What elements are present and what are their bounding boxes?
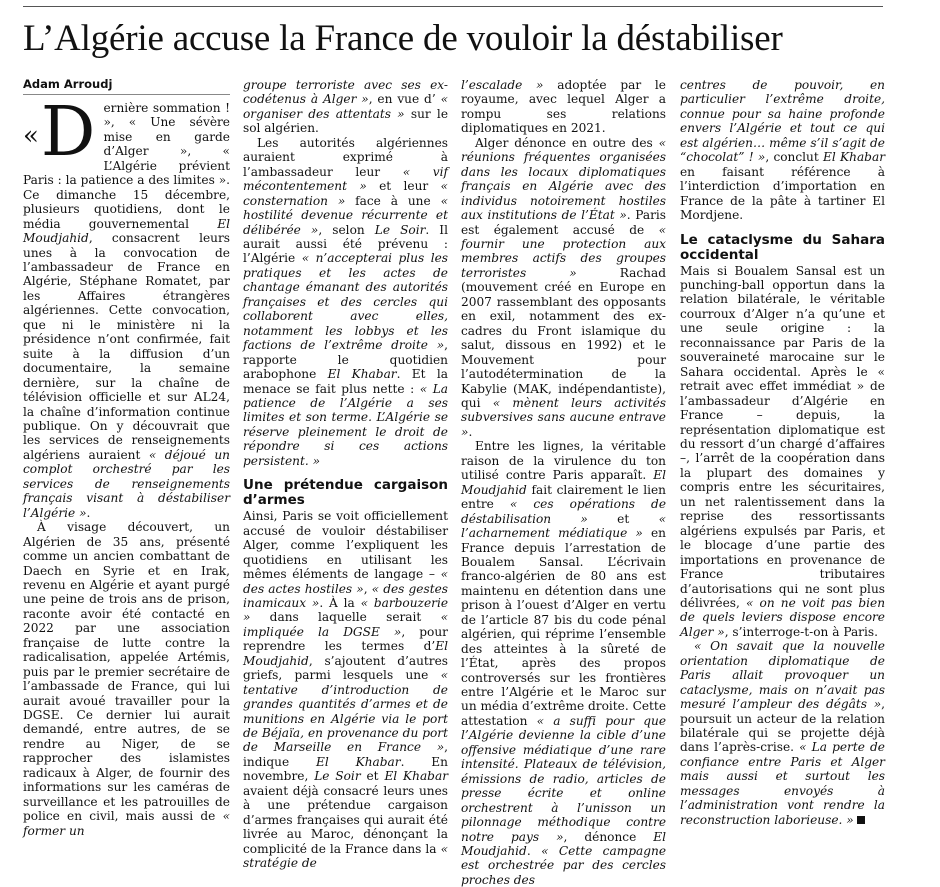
text: À visage découvert, un Algérien de 35 ans, présenté comme un ancien combattant de Daech en Syrie et en Irak, revenu en Algérie et ayant purgé une peine de trois ans de prison, raconte avoir été contacté en 2022 par une association française de lutte contre la radicalisation, appelée Artémis, puis par le premier secrétaire de l’ambassade de France, qui lui aurait avoué travailler pour la DGSE. Ce dernier lui aurait demandé, entre autres, de se rendre au Niger, de se rapprocher des islamistes radicaux à Alger, de fournir des informations sur les caméras de surveillance et les patrouilles de police en civil, mais aussi de [23, 520, 230, 824]
quote: « consternation » [243, 179, 448, 208]
text: , consacrent leurs unes à la convocation de l’ambassadeur de France en Algérie, Stéphane Romatet, par les Affaires étrangères algériennes. Cette convocation, que ni le ministère ni la présidence n’ont confirmée, fait suite à la diffusion d’un documentaire, la semaine dernière, sur la chaîne de télévision officielle et sur AL24, la chaîne d’information continue publique. On y découvrait que les services de renseignements algériens auraient [23, 231, 230, 462]
text: . [526, 844, 542, 859]
column-1 [23, 77, 230, 838]
quote: « La patience de l’Algérie a ses limites et son terme. L’Algérie se réserve pleinement le droit de répondre si ces actions persistent. » [243, 381, 449, 468]
quote: « déjoué un complot orchestré par les services de renseignements français visant à déstabiliser l’Algérie » [23, 447, 230, 520]
top-rule [23, 6, 883, 7]
quote: « La perte de confiance entre Paris et Alger mais aussi et surtout les messages envoyés à l’administration vont rendre la reconstruction laborieuse. » [680, 740, 885, 827]
paragraph [461, 78, 666, 136]
text: avaient déjà consacré leurs unes à une prétendue cargaison d’armes françaises qui aurait été livrée au Maroc, dénonçant la complicité de la France dans la [243, 783, 448, 856]
quote: groupe terroriste avec ses ex-codétenus à Alger » [243, 78, 448, 107]
quote: « On savait que la nouvelle orientation diplomatique de Paris allait provoquer un cataclysme, mais on n’avait pas mesuré l’ampleur des dégâts » [680, 639, 885, 712]
quote: « hostilité devenue récurrente et délibérée » [243, 193, 448, 237]
text: en France depuis l’arrestation de Boualem Sansal. L’écrivain franco-algérien de 80 ans est maintenu en détention dans une prison à l’ouest d’Alger en vertu de l’article 87 bis du code pénal algérien, qui réprime l’ensemble des atteintes à la sûreté de l’État, après des propos controversés sur les frontières entre l’Algérie et le Maroc sur un média d’extrême droite. Cette attestation [461, 526, 666, 728]
text: fait clairement le lien entre [461, 482, 666, 512]
byline: Adam Arroudj [23, 78, 230, 95]
quote: l’escalade » [461, 78, 544, 92]
quote: « impliquée la DGSE » [243, 610, 448, 639]
quote: « des gestes inamicaux » [243, 581, 448, 610]
text: . Paris est également accusé de [461, 208, 666, 237]
newspaper-name: El Moudjahid [243, 639, 448, 668]
paragraph [461, 439, 666, 887]
text: en faisant référence à l’interdiction d’importation en France de la pâte à tartiner El Mordjene. [680, 164, 885, 223]
text: . En novembre, [243, 754, 448, 784]
subheading: Une prétendue cargaison d’armes [243, 477, 448, 509]
newspaper-name: El Moudjahid [461, 829, 666, 859]
paragraph [243, 509, 448, 870]
text: sur le sol algérien. [243, 106, 449, 136]
text: . [86, 505, 91, 520]
quote: « l’acharnement médiatique » [461, 511, 666, 541]
newspaper-name: El Khabar [316, 754, 401, 769]
text: Mais si Boualem Sansal est un punching-ball opportun dans la relation bilatérale, le véritable courroux d’Alger n’a qu’une et une seule origine : la reconnaissance par Paris de la souveraineté marocaine sur le Sahara occidental. Après le « retrait avec effet immédiat » de l’ambassadeur d’Algérie en France – depuis, la représentation diplomatique est du ressort d’un chargé d’affaires –, l’arrêt de la coopération dans la plupart des domaines y compris entre les sécuritaires, un net ralentissement dans la reprise des ressortissants algériens expulsés par Paris, et le blocage d’une partie des importations en provenance de France tributaires d’autorisations qui ne sont plus délivrées, [680, 263, 885, 610]
quote: « former un [23, 809, 230, 838]
quote: « ces opérations de déstabilisation » [461, 497, 667, 526]
quote: centres de pouvoir, en particulier l’extrême droite, connue pour sa haine profonde envers l’Algérie et tout ce qui est algérien… même s’il s’agit de “chocolat” ! » [680, 78, 885, 165]
paragraph [680, 78, 885, 223]
quote: « fournir une protection aux membres actifs des groupes terroristes » [461, 222, 666, 280]
quote: « a suffi pour que l’Algérie devienne la cible d’une offensive médiatique d’une rare intensité. Plateaux de télévision, émissions de radio, articles de presse écrite et online orchestrent à l’unisson un pilonnage méthodique contre notre pays » [461, 713, 667, 844]
newspaper-name: Le Soir [314, 769, 361, 784]
newspaper-name: El Moudjahid [461, 468, 666, 497]
column-2 [243, 78, 449, 871]
text: . À la [319, 595, 361, 610]
text: , pour reprendre les termes d’ [243, 624, 448, 654]
quote: « stratégie de [243, 841, 448, 871]
newspaper-name: El Khabar [384, 769, 448, 784]
text: Ainsi, Paris se voit officiellement accusé de vouloir déstabiliser Alger, comme l’expliquent les quotidiens en utilisant les mêmes éléments de langage – [243, 509, 448, 582]
newspaper-name: El Moudjahid [23, 216, 230, 246]
article-headline: L’Algérie accuse la France de vouloir la déstabiliser [23, 18, 783, 59]
subheading: Le cataclysme du Sahara occidental [680, 231, 885, 263]
text: , conclut [765, 150, 824, 165]
drop-cap: D [40, 93, 96, 172]
text: Rachad (mouvement créé en Europe en 2007 rassemblant des opposants en exil, notamment des ex-cadres du Front islamique du salut, dissous en 1992) et le Mouvement pour l’autodétermination de la Kabylie (MAK, indépendantiste), qui [461, 265, 666, 410]
paragraph [680, 639, 885, 827]
column-3 [461, 78, 667, 887]
quote: « n’accepterai plus les pratiques et les actes de chantage émanant des autorités françaises et des cercles qui collaborent avec elles, notamment les lobbys et les factions de l’extrême droite » [243, 251, 448, 353]
quote: « organiser des attentats » [243, 92, 448, 121]
text: Alger dénonce en outre des [475, 135, 659, 150]
text: Les autorités algériennes auraient exprimé à l’ambassadeur leur [243, 135, 448, 179]
quote: « tentative d’introduction de grandes quantités d’armes et de munitions en Algérie via le port de Béjaïa, en provenance du port de Marseille en France » [243, 668, 448, 755]
text: , selon [318, 222, 375, 237]
quote: « barbouzerie » [243, 595, 449, 625]
text: dans laquelle serait [250, 610, 441, 625]
newspaper-name: Le Soir [374, 222, 426, 237]
open-quote-mark: « [23, 121, 39, 151]
text: Entre les lignes, la véritable raison de la virulence du ton utilisé contre Paris apparaît. [461, 439, 666, 483]
paragraph [243, 136, 448, 468]
paragraph [461, 136, 666, 440]
quote: « vif mécontentement » [243, 164, 448, 194]
quote: « mènent leurs activités subversives sans aucune entrave » [461, 395, 666, 439]
text: . Et la menace se fait plus nette : [243, 367, 448, 396]
lead-paragraph [23, 93, 230, 520]
text: ernière sommation ! », « Une sévère mise en garde d’Alger », « L’Algérie prévient Paris : la patience a des limites ». Ce dimanche 15 décembre, plusieurs quotidiens, dont le média gouvernemental [23, 101, 230, 231]
text: , rapporte le quotidien arabophone [243, 338, 448, 382]
text: , [363, 581, 372, 596]
text: , indique [243, 740, 448, 769]
quote: « on ne voit pas bien de quels leviers dispose encore Alger » [680, 595, 886, 639]
newspaper-name: El Khabar [823, 150, 885, 165]
paragraph [243, 78, 448, 136]
text: , s’interroge-t-on à Paris. [724, 624, 878, 639]
end-of-article-mark [857, 816, 865, 824]
text: , poursuit un acteur de la relation bilatérale qui se projette déjà dans l’après-crise. [680, 697, 885, 755]
quote: « réunions fréquentes organisées dans les locaux diplomatiques français en Algérie avec des individus notoirement hostiles aux institutions de l’État » [461, 135, 666, 223]
quote: « des actes hostiles » [243, 567, 448, 596]
text: et [360, 769, 385, 784]
text: . [468, 424, 473, 439]
paragraph [23, 520, 230, 838]
paragraph [680, 264, 885, 640]
text: . Il aurait aussi été prévenu : l’Algérie [243, 222, 448, 266]
newspaper-name: El Khabar [327, 367, 397, 382]
text: , en vue d’ [368, 92, 441, 107]
text: , dénonce [563, 829, 654, 844]
text: et [587, 511, 659, 526]
text: et leur [366, 179, 441, 194]
text: , s’ajoutent d’autres griefs, parmi lesquels une [243, 653, 448, 683]
quote: « Cette campagne est orchestrée par des cercles proches des [461, 844, 667, 887]
text: adoptée par le royaume, avec lequel Alger a rompu ses relations diplomatiques en 2021. [461, 78, 666, 136]
text: face à une [345, 193, 441, 208]
column-4 [680, 78, 886, 827]
